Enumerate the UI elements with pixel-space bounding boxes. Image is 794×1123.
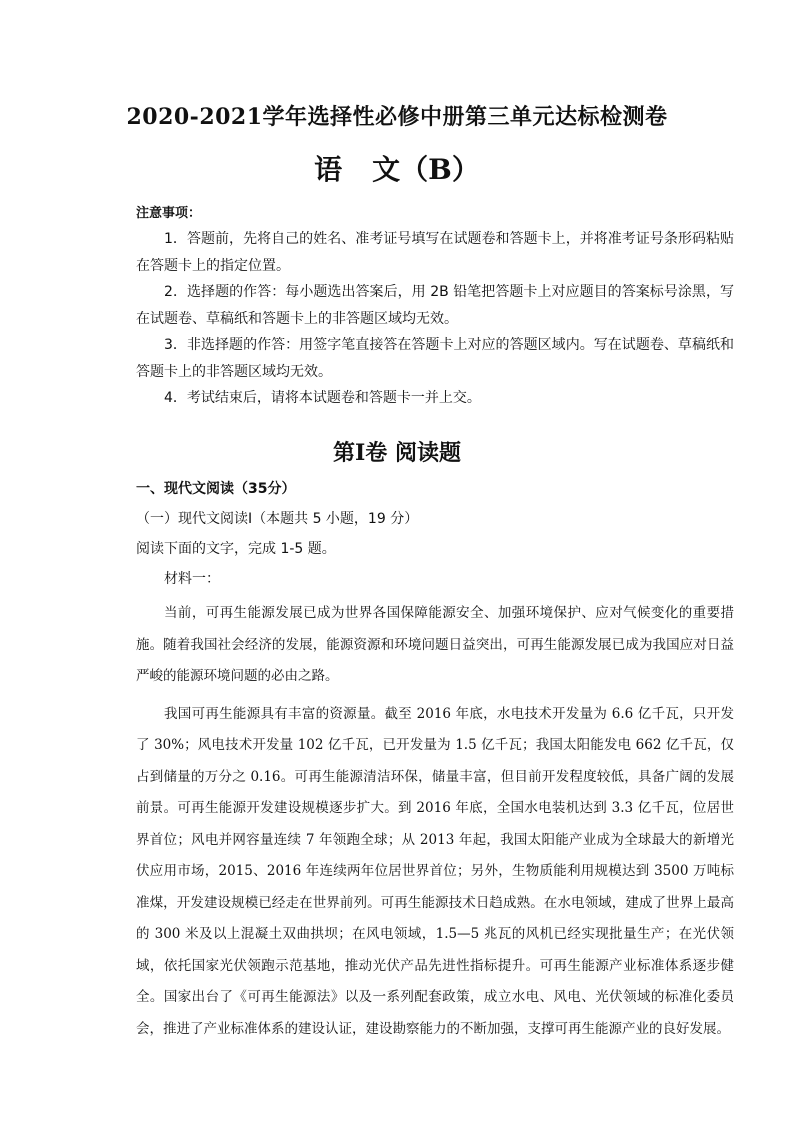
notice-list <box>136 226 734 412</box>
notice-heading: 注意事项： <box>136 206 202 221</box>
notice-item: 4．考试结束后，请将本试题卷和答题卡一并上交。 <box>164 390 481 406</box>
notice-item: 2．选择题的作答：每小题选出答案后，用 2B 铅笔把答题卡上对应题目的答案标号涂黑，写在试题卷、草稿纸和答题卡上的非答题区域均无效。 <box>136 284 734 327</box>
section-heading: 一、现代文阅读（35分） <box>136 481 296 497</box>
subject-title-left: 语 <box>314 153 343 186</box>
material-paragraph: 当前，可再生能源发展已成为世界各国保障能源安全、加强环境保护、应对气候变化的重要措施。随着我国社会经济的发展，能源资源和环境问题日益突出，可再生能源发展已成为我国应对日益严峻的能源环境问题的必由之路。 <box>136 605 734 684</box>
subject-title-right: 文（B） <box>372 153 480 186</box>
reading-instruction: 阅读下面的文字，完成 1-5 题。 <box>136 541 336 557</box>
subject-title <box>0 148 794 188</box>
exam-title: 2020-2021学年选择性必修中册第三单元达标检测卷 <box>126 104 668 130</box>
material-label: 材料一： <box>164 571 220 587</box>
part-title: 第Ⅰ卷 阅读题 <box>333 440 461 466</box>
notice-item: 3．非选择题的作答：用签字笔直接答在答题卡上对应的答题区域内。写在试题卷、草稿纸和答题卡上的非答题区域均无效。 <box>136 337 734 380</box>
notice-item: 1．答题前，先将自己的姓名、准考证号填写在试题卷和答题卡上，并将准考证号条形码粘贴在答题卡上的指定位置。 <box>136 231 734 274</box>
subsection-heading: （一）现代文阅读Ⅰ（本题共 5 小题，19 分） <box>136 511 419 527</box>
material-paragraph: 我国可再生能源具有丰富的资源量。截至 2016 年底，水电技术开发量为 6.6 亿千瓦，只开发了 30%；风电技术开发量 102 亿千瓦，已开发量为 1.5 亿千瓦；我国太阳能发电 662 亿千瓦，仅占到储量的万分之 0.16。可再生能源清洁环保，储量丰富，但目前开发程度较低，具备广阔的发展前景。可再生能源开发建设规模逐步扩大。到 2016 年底，全国水电装机达到 3.3 亿千瓦，位居世界首位；风电并网容量连续 7 年领跑全球；从 2013 年起，我国太阳能产业成为全球最大的新增光伏应用市场，2015、2016 年连续两年位居世界首位；另外，生物质能利用规模达到 3500 万吨标准煤，开发建设规模已经走在世界前列。可再生能源技术日趋成熟。在水电领域，建成了世界上最高的 300 米及以上混凝土双曲拱坝；在风电领域，1.5—5 兆瓦的风机已经实现批量生产；在光伏领域，依托国家光伏领跑示范基地，推动光伏产品先进性指标提升。可再生能源产业标准体系逐步健全。国家出台了《可再生能源法》以及一系列配套政策，成立水电、风电、光伏领域的标准化委员会，推进了产业标准体系的建设认证，建设勘察能力的不断加强，支撑可再生能源产业的良好发展。 <box>136 705 734 1037</box>
material-text <box>136 598 734 1051</box>
